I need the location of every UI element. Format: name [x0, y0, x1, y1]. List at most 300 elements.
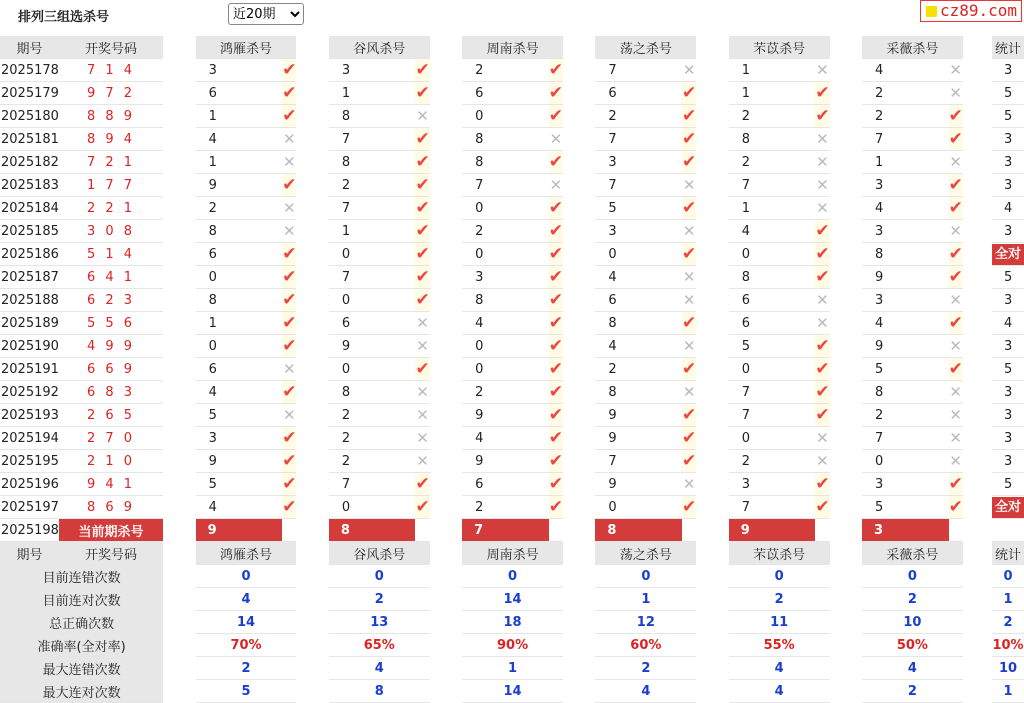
- current-kill-number: 8: [329, 519, 416, 542]
- check-icon: ✔: [548, 197, 563, 218]
- miss-mark: [682, 220, 696, 243]
- column-gap: [830, 588, 862, 611]
- summary-value: 55%: [729, 634, 830, 657]
- cross-icon: ✕: [949, 428, 962, 447]
- miss-mark: [415, 312, 429, 335]
- summary-row: [0, 611, 1024, 634]
- summary-value: 2: [729, 588, 830, 611]
- hit-mark: [682, 404, 696, 427]
- column-gap: [830, 450, 862, 473]
- column-gap: [296, 542, 328, 565]
- kill-number: 8: [462, 128, 549, 151]
- table-row: [0, 220, 1024, 243]
- column-gap: [696, 611, 728, 634]
- stat-value: [992, 381, 1024, 404]
- column-gap: [696, 197, 728, 220]
- current-period-row: [0, 519, 1024, 542]
- column-gap: [830, 243, 862, 266]
- column-gap: [963, 36, 992, 59]
- kill-number: 7: [862, 128, 949, 151]
- draw-number: 8 6 9: [59, 496, 163, 519]
- issue-number: 2025193: [0, 404, 59, 427]
- miss-mark: [815, 151, 829, 174]
- stat-count: 4: [1004, 315, 1013, 331]
- hit-mark: [549, 151, 563, 174]
- cross-icon: ✕: [816, 313, 829, 332]
- column-gap: [563, 381, 595, 404]
- column-gap: [963, 82, 992, 105]
- cross-icon: ✕: [816, 129, 829, 148]
- current-kill-number: 7: [462, 519, 549, 542]
- stat-count: 3: [1004, 177, 1013, 193]
- summary-value: 0: [462, 565, 563, 588]
- issue-number: 2025189: [0, 312, 59, 335]
- column-gap: [163, 266, 195, 289]
- column-gap: [696, 59, 728, 82]
- summary-value: 14: [462, 680, 563, 703]
- cross-icon: ✕: [949, 83, 962, 102]
- column-gap: [963, 657, 992, 680]
- kill-number: 3: [595, 151, 682, 174]
- kill-number: 0: [462, 105, 549, 128]
- kill-number: 8: [329, 151, 416, 174]
- issue-number: 2025184: [0, 197, 59, 220]
- kill-number: 7: [862, 427, 949, 450]
- table-row: [0, 266, 1024, 289]
- cross-icon: ✕: [949, 405, 962, 424]
- summary-value: 0: [729, 565, 830, 588]
- hit-mark: [549, 427, 563, 450]
- kill-number: 2: [329, 404, 416, 427]
- hit-mark: [815, 358, 829, 381]
- miss-mark: [415, 105, 429, 128]
- kill-number: 8: [196, 289, 283, 312]
- hit-mark: [415, 197, 429, 220]
- cross-icon: ✕: [682, 175, 696, 194]
- stat-count: 3: [1004, 154, 1013, 170]
- kill-number: 2: [329, 174, 416, 197]
- cross-icon: ✕: [416, 451, 429, 470]
- kill-number: 9: [595, 473, 682, 496]
- hit-mark: [282, 266, 296, 289]
- check-icon: ✔: [548, 243, 563, 264]
- column-gap: [563, 36, 595, 59]
- table-row: [0, 197, 1024, 220]
- check-icon: ✔: [682, 496, 697, 517]
- cross-icon: ✕: [682, 336, 696, 355]
- summary-label: 总正确次数: [0, 611, 163, 634]
- kill-number: 5: [196, 404, 283, 427]
- kill-number: 3: [329, 59, 416, 82]
- kill-number: 9: [329, 335, 416, 358]
- miss-mark: [815, 450, 829, 473]
- column-gap: [163, 542, 195, 565]
- miss-mark: [815, 427, 829, 450]
- column-gap: [696, 381, 728, 404]
- kill-number: 2: [196, 197, 283, 220]
- hit-mark: [282, 243, 296, 266]
- kill-number: 1: [729, 59, 816, 82]
- summary-value: 65%: [329, 634, 430, 657]
- hit-mark: [282, 312, 296, 335]
- hit-mark: [682, 496, 696, 519]
- summary-value: 70%: [196, 634, 297, 657]
- column-gap: [430, 358, 462, 381]
- check-icon: ✔: [415, 197, 430, 218]
- column-gap: [563, 450, 595, 473]
- period-select[interactable]: [228, 3, 304, 25]
- column-gap: [696, 450, 728, 473]
- kill-number: 5: [862, 496, 949, 519]
- check-icon: ✔: [682, 427, 697, 448]
- column-gap: [963, 565, 992, 588]
- hit-mark: [549, 243, 563, 266]
- stat-value: [992, 473, 1024, 496]
- kill-number: 2: [862, 404, 949, 427]
- summary-value: 12: [595, 611, 696, 634]
- check-icon: ✔: [548, 82, 563, 103]
- cross-icon: ✕: [549, 129, 563, 148]
- summary-row: [0, 680, 1024, 703]
- column-gap: [163, 220, 195, 243]
- draw-number: 9 7 2: [59, 82, 163, 105]
- kill-number: 9: [196, 174, 283, 197]
- hit-mark: [815, 82, 829, 105]
- column-gap: [430, 611, 462, 634]
- column-gap: [296, 266, 328, 289]
- stat-value: [992, 266, 1024, 289]
- kill-number: 8: [595, 381, 682, 404]
- column-gap: [963, 128, 992, 151]
- check-icon: ✔: [682, 243, 697, 264]
- kill-number: 6: [329, 312, 416, 335]
- column-gap: [830, 427, 862, 450]
- stat-count: 5: [1004, 476, 1013, 492]
- column-gap: [430, 473, 462, 496]
- table-row: [0, 174, 1024, 197]
- expert-header: 芣苡杀号: [729, 36, 830, 59]
- miss-mark: [815, 312, 829, 335]
- column-gap: [696, 657, 728, 680]
- check-icon: ✔: [815, 266, 830, 287]
- column-gap: [296, 588, 328, 611]
- table-row: [0, 358, 1024, 381]
- hit-mark: [682, 427, 696, 450]
- column-gap: [696, 335, 728, 358]
- miss-mark: [682, 59, 696, 82]
- hit-mark: [549, 197, 563, 220]
- column-gap: [563, 151, 595, 174]
- column-gap: [163, 634, 195, 657]
- table-row: [0, 289, 1024, 312]
- column-gap: [830, 542, 862, 565]
- miss-mark: [682, 473, 696, 496]
- column-gap: [296, 496, 328, 519]
- issue-number: 2025181: [0, 128, 59, 151]
- cross-icon: ✕: [949, 290, 962, 309]
- summary-value: 18: [462, 611, 563, 634]
- kill-number: 6: [196, 82, 283, 105]
- kill-number: 2: [729, 151, 816, 174]
- kill-number: 0: [595, 496, 682, 519]
- column-gap: [696, 588, 728, 611]
- table-row: [0, 105, 1024, 128]
- draw-number: 6 8 3: [59, 381, 163, 404]
- hit-mark: [415, 220, 429, 243]
- check-icon: ✔: [548, 450, 563, 471]
- issue-number: 2025192: [0, 381, 59, 404]
- miss-mark: [549, 174, 563, 197]
- check-icon: ✔: [948, 128, 963, 149]
- miss-mark: [949, 450, 963, 473]
- column-gap: [696, 82, 728, 105]
- summary-stat-value: 10%: [992, 634, 1024, 657]
- check-icon: ✔: [282, 59, 297, 80]
- column-gap: [563, 197, 595, 220]
- cross-icon: ✕: [682, 221, 696, 240]
- kill-number: 7: [729, 496, 816, 519]
- kill-number: 7: [729, 404, 816, 427]
- stat-header: 统计: [992, 542, 1024, 565]
- summary-value: 8: [329, 680, 430, 703]
- miss-mark: [282, 220, 296, 243]
- column-gap: [963, 404, 992, 427]
- check-icon: ✔: [815, 473, 830, 494]
- column-gap: [696, 36, 728, 59]
- kill-number: 4: [862, 59, 949, 82]
- column-gap: [830, 128, 862, 151]
- column-gap: [163, 312, 195, 335]
- site-logo[interactable]: [920, 0, 1022, 22]
- check-icon: ✔: [282, 243, 297, 264]
- column-gap: [563, 289, 595, 312]
- kill-number: 0: [329, 496, 416, 519]
- miss-mark: [815, 128, 829, 151]
- hit-mark: [549, 289, 563, 312]
- hit-mark: [815, 496, 829, 519]
- kill-number: 7: [329, 197, 416, 220]
- column-gap: [696, 358, 728, 381]
- column-gap: [163, 565, 195, 588]
- hit-mark: [282, 289, 296, 312]
- stat-value: [992, 105, 1024, 128]
- kill-number: 8: [462, 289, 549, 312]
- column-gap: [430, 496, 462, 519]
- column-gap: [563, 335, 595, 358]
- check-icon: ✔: [948, 266, 963, 287]
- kill-number: 7: [595, 59, 682, 82]
- hit-mark: [549, 59, 563, 82]
- column-gap: [563, 611, 595, 634]
- hit-mark: [815, 381, 829, 404]
- column-gap: [696, 243, 728, 266]
- miss-mark: [415, 381, 429, 404]
- column-gap: [163, 151, 195, 174]
- summary-value: 10: [862, 611, 963, 634]
- check-icon: ✔: [282, 82, 297, 103]
- hit-mark: [415, 266, 429, 289]
- stat-value: [992, 404, 1024, 427]
- results-table: [0, 36, 1024, 703]
- stat-count: 3: [1004, 338, 1013, 354]
- issue-header: 期号: [0, 36, 59, 59]
- column-gap: [296, 565, 328, 588]
- column-gap: [830, 565, 862, 588]
- expert-header: 荡之杀号: [595, 542, 696, 565]
- kill-number: 3: [462, 266, 549, 289]
- summary-value: 0: [329, 565, 430, 588]
- check-icon: ✔: [548, 404, 563, 425]
- check-icon: ✔: [415, 358, 430, 379]
- column-gap: [296, 473, 328, 496]
- column-gap: [296, 312, 328, 335]
- hit-mark: [282, 381, 296, 404]
- check-icon: ✔: [548, 473, 563, 494]
- draw-number: 6 4 1: [59, 266, 163, 289]
- hit-mark: [282, 450, 296, 473]
- kill-number: 2: [462, 220, 549, 243]
- check-icon: ✔: [548, 289, 563, 310]
- all-correct-badge: 全对: [992, 244, 1024, 265]
- check-icon: ✔: [548, 151, 563, 172]
- top-bar: [0, 0, 1024, 30]
- stat-value: [992, 312, 1024, 335]
- column-gap: [830, 634, 862, 657]
- table-row: [0, 335, 1024, 358]
- column-gap: [296, 59, 328, 82]
- summary-value: 4: [862, 657, 963, 680]
- column-gap: [430, 128, 462, 151]
- issue-number: 2025196: [0, 473, 59, 496]
- current-stat-empty: [992, 519, 1024, 542]
- kill-number: 4: [196, 381, 283, 404]
- kill-number: 0: [729, 358, 816, 381]
- hit-mark: [415, 128, 429, 151]
- check-icon: ✔: [415, 496, 430, 517]
- column-gap: [963, 243, 992, 266]
- check-icon: ✔: [815, 82, 830, 103]
- issue-number: 2025191: [0, 358, 59, 381]
- hit-mark: [549, 404, 563, 427]
- hit-mark: [549, 381, 563, 404]
- kill-number: 8: [595, 312, 682, 335]
- kill-number: 3: [862, 220, 949, 243]
- kill-number: 9: [595, 427, 682, 450]
- miss-mark: [415, 404, 429, 427]
- table-row: [0, 312, 1024, 335]
- table-row: [0, 404, 1024, 427]
- hit-mark: [949, 243, 963, 266]
- hit-mark: [682, 450, 696, 473]
- summary-stat-value: 1: [992, 680, 1024, 703]
- hit-mark: [282, 473, 296, 496]
- check-icon: ✔: [415, 473, 430, 494]
- check-icon: ✔: [548, 358, 563, 379]
- stat-count: 3: [1004, 131, 1013, 147]
- column-gap: [430, 634, 462, 657]
- kill-number: 2: [595, 105, 682, 128]
- hit-mark: [549, 220, 563, 243]
- check-icon: ✔: [815, 381, 830, 402]
- issue-number: 2025185: [0, 220, 59, 243]
- cross-icon: ✕: [682, 474, 696, 493]
- summary-value: 14: [462, 588, 563, 611]
- kill-number: 6: [595, 82, 682, 105]
- cross-icon: ✕: [816, 451, 829, 470]
- all-correct-badge: 全对: [992, 497, 1024, 518]
- check-icon: ✔: [415, 289, 430, 310]
- hit-mark: [815, 243, 829, 266]
- draw-header: 开奖号码: [59, 36, 163, 59]
- stat-value: [992, 128, 1024, 151]
- column-gap: [163, 519, 195, 542]
- stat-value: [992, 335, 1024, 358]
- kill-number: 1: [862, 151, 949, 174]
- column-gap: [696, 542, 728, 565]
- miss-mark: [415, 427, 429, 450]
- hit-mark: [815, 266, 829, 289]
- column-gap: [296, 174, 328, 197]
- column-gap: [296, 289, 328, 312]
- kill-number: 0: [595, 243, 682, 266]
- current-kill-number: 8: [595, 519, 682, 542]
- kill-number: 7: [329, 266, 416, 289]
- column-gap: [296, 450, 328, 473]
- column-gap: [296, 335, 328, 358]
- check-icon: ✔: [548, 266, 563, 287]
- kill-number: 7: [595, 174, 682, 197]
- summary-value: 90%: [462, 634, 563, 657]
- hit-mark: [415, 473, 429, 496]
- kill-number: 4: [595, 266, 682, 289]
- cross-icon: ✕: [416, 428, 429, 447]
- check-icon: ✔: [282, 427, 297, 448]
- summary-value: 4: [196, 588, 297, 611]
- cross-icon: ✕: [283, 152, 296, 171]
- column-gap: [163, 450, 195, 473]
- column-gap: [163, 59, 195, 82]
- check-icon: ✔: [282, 381, 297, 402]
- summary-value: 4: [729, 657, 830, 680]
- column-gap: [296, 128, 328, 151]
- kill-number: 0: [729, 243, 816, 266]
- kill-number: 8: [729, 128, 816, 151]
- column-gap: [696, 128, 728, 151]
- check-icon: ✔: [948, 358, 963, 379]
- check-icon: ✔: [948, 197, 963, 218]
- hit-mark: [549, 496, 563, 519]
- draw-number: 2 2 1: [59, 197, 163, 220]
- top-header-row: [0, 36, 1024, 59]
- cross-icon: ✕: [816, 60, 829, 79]
- check-icon: ✔: [948, 105, 963, 126]
- check-icon: ✔: [682, 404, 697, 425]
- draw-number: 7 2 1: [59, 151, 163, 174]
- column-gap: [830, 680, 862, 703]
- column-gap: [163, 680, 195, 703]
- kill-number: 4: [729, 220, 816, 243]
- issue-number: 2025187: [0, 266, 59, 289]
- summary-value: 13: [329, 611, 430, 634]
- check-icon: ✔: [282, 312, 297, 333]
- hit-mark: [549, 450, 563, 473]
- current-empty-cell: [949, 519, 963, 542]
- table-row: [0, 473, 1024, 496]
- kill-number: 7: [329, 473, 416, 496]
- miss-mark: [549, 128, 563, 151]
- column-gap: [696, 519, 728, 542]
- check-icon: ✔: [415, 151, 430, 172]
